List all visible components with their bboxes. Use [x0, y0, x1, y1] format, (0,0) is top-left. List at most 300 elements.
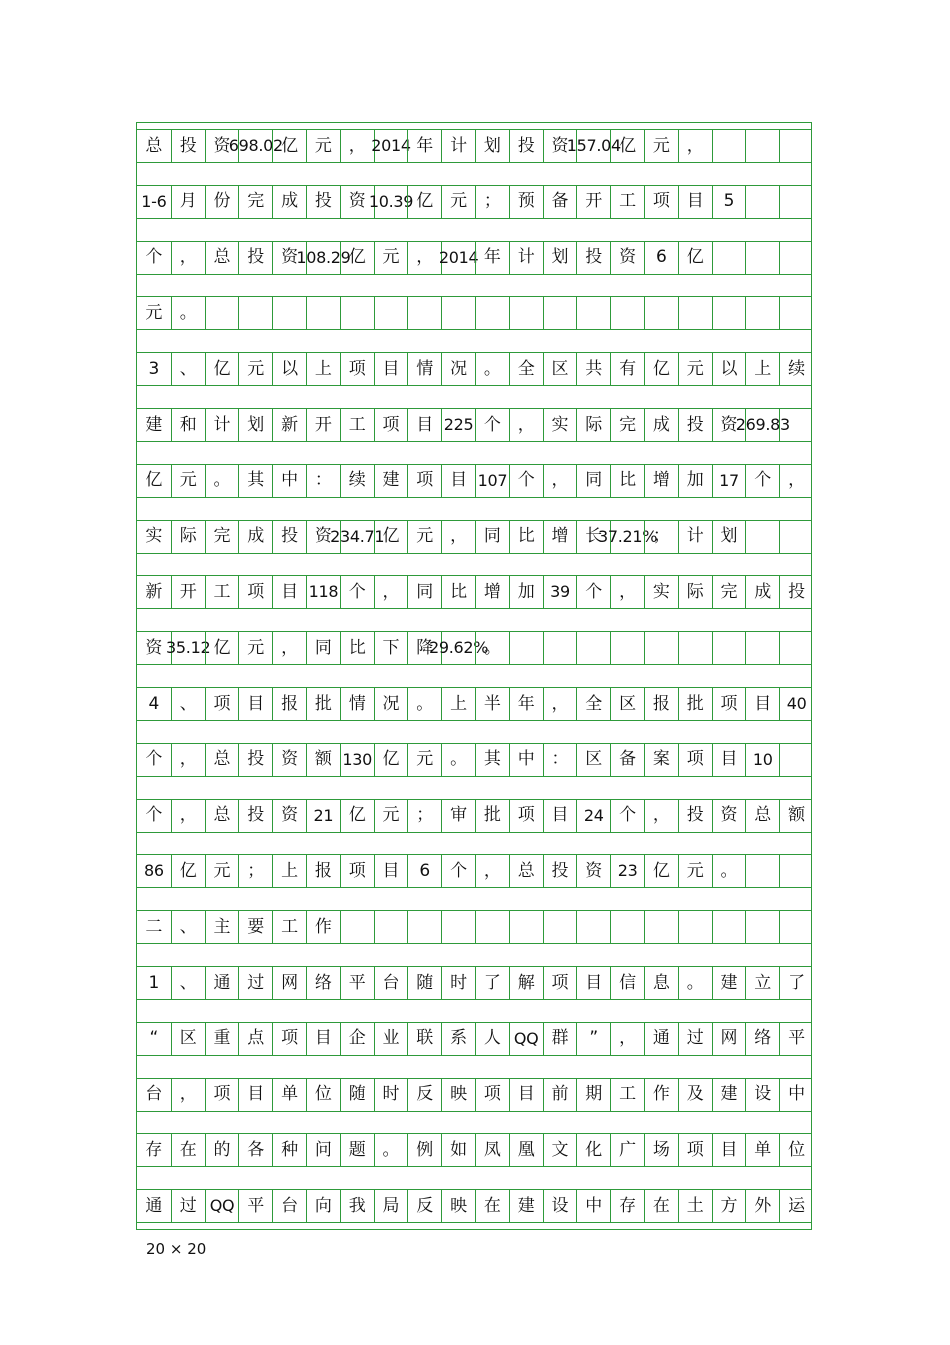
grid-cell — [543, 1079, 577, 1111]
cell-text: 批 — [483, 805, 501, 826]
cell-text: 投 — [281, 526, 299, 547]
cell-text: 企 — [348, 1028, 366, 1049]
grid-cell — [407, 855, 441, 887]
grid-row — [137, 296, 811, 330]
cell-text: 系 — [450, 1028, 468, 1049]
grid-cell — [171, 1023, 205, 1055]
grid-cell — [509, 1190, 543, 1222]
cell-text: 新 — [281, 414, 299, 435]
cell-text: 成 — [247, 526, 265, 547]
grid-cell — [306, 409, 340, 441]
grid-cell — [137, 409, 171, 441]
grid-cell — [678, 855, 712, 887]
cell-text: 1 — [148, 972, 160, 993]
cell-text: 建 — [145, 414, 163, 435]
cell-text: 投 — [686, 414, 704, 435]
grid-cell — [644, 967, 678, 999]
grid-row — [137, 966, 811, 1000]
cell-text: 划 — [247, 414, 265, 435]
cell-text: 个 — [450, 860, 468, 881]
cell-text: 及 — [686, 1084, 704, 1105]
cell-text: 在 — [652, 1195, 670, 1216]
grid-cell — [171, 186, 205, 218]
grid-cell — [306, 130, 340, 162]
cell-text: 案 — [652, 749, 670, 770]
grid-row — [137, 1189, 811, 1223]
cell-text: 区 — [585, 749, 603, 770]
cell-text: 21 — [313, 805, 334, 825]
cell-text: 二 — [145, 916, 163, 937]
cell-text: 凰 — [517, 1139, 535, 1160]
grid-cell — [779, 632, 813, 664]
grid-cell — [678, 186, 712, 218]
grid-cell — [137, 1134, 171, 1166]
cell-text: 上 — [314, 358, 332, 379]
grid-cell — [340, 855, 374, 887]
grid-cell — [340, 1134, 374, 1166]
cell-text: 投 — [247, 247, 265, 268]
grid-cell — [306, 186, 340, 218]
cell-text: ， — [179, 1084, 197, 1105]
cell-text: ， — [686, 135, 704, 156]
cell-text: 随 — [348, 1084, 366, 1105]
cell-text: 台 — [382, 972, 400, 993]
cell-text: 亿 — [619, 135, 637, 156]
cell-text: ” — [589, 1028, 599, 1049]
grid-cell — [306, 855, 340, 887]
cell-text: 资 — [145, 637, 163, 658]
grid-cell — [272, 1023, 306, 1055]
grid-cell — [340, 1190, 374, 1222]
grid-cell — [644, 242, 678, 274]
grid-cell — [272, 688, 306, 720]
cell-text: 比 — [348, 637, 366, 658]
grid-cell — [475, 800, 509, 832]
cell-text: 总 — [213, 749, 231, 770]
grid-cell — [779, 688, 813, 720]
grid-cell — [475, 744, 509, 776]
grid-cell — [509, 632, 543, 664]
cell-text: 完 — [213, 526, 231, 547]
cell-text: 元 — [416, 749, 434, 770]
cell-text: 亿 — [382, 749, 400, 770]
grid-cell — [678, 911, 712, 943]
grid-cell — [272, 855, 306, 887]
grid-cell — [306, 688, 340, 720]
cell-text: 建 — [720, 972, 738, 993]
grid-cell — [712, 1079, 746, 1111]
grid-cell — [340, 744, 374, 776]
grid-cell — [371, 130, 411, 162]
cell-text: 月 — [179, 191, 197, 212]
grid-cell — [543, 409, 577, 441]
grid-cell — [644, 465, 678, 497]
grid-cell — [509, 353, 543, 385]
grid-cell — [272, 576, 306, 608]
cell-text: 107 — [477, 470, 508, 490]
grid-cell — [374, 800, 408, 832]
cell-text: ， — [788, 470, 806, 491]
cell-text: 设 — [754, 1084, 772, 1105]
cell-text: 广 — [619, 1139, 637, 1160]
grid-cell — [441, 1079, 475, 1111]
cell-text: 增 — [483, 581, 501, 602]
cell-text: 比 — [450, 581, 468, 602]
cell-text: 作 — [314, 916, 332, 937]
cell-text: 。 — [179, 302, 197, 323]
cell-text: 投 — [247, 805, 265, 826]
grid-cell — [340, 688, 374, 720]
cell-text: 项 — [281, 1028, 299, 1049]
cell-text: 台 — [281, 1195, 299, 1216]
grid-cell — [475, 465, 509, 497]
grid-cell — [272, 186, 306, 218]
grid-cell — [779, 855, 813, 887]
cell-text: 要 — [247, 916, 265, 937]
cell-text: ， — [179, 749, 197, 770]
grid-cell — [779, 744, 813, 776]
grid-cell — [475, 688, 509, 720]
cell-text: 运 — [788, 1195, 806, 1216]
grid-cell — [374, 242, 408, 274]
grid-cell — [543, 242, 577, 274]
grid-cell — [509, 855, 543, 887]
grid-cell — [340, 1023, 374, 1055]
cell-text: 情 — [348, 693, 366, 714]
grid-cell — [340, 242, 374, 274]
grid-cell — [475, 911, 509, 943]
grid-cell — [644, 744, 678, 776]
grid-cell — [238, 855, 272, 887]
grid-cell — [678, 576, 712, 608]
grid-cell — [340, 465, 374, 497]
grid-cell — [576, 576, 610, 608]
cell-text: 设 — [551, 1195, 569, 1216]
cell-text: 698.02 — [228, 136, 283, 155]
cell-text: 39 — [550, 582, 570, 602]
cell-text: 元 — [213, 860, 231, 881]
grid-cell — [712, 967, 746, 999]
grid-cell — [610, 353, 644, 385]
grid-cell — [576, 1079, 610, 1111]
cell-text: 目 — [281, 581, 299, 602]
grid-cell — [576, 1134, 610, 1166]
grid-cell — [543, 911, 577, 943]
cell-text: 目 — [754, 693, 772, 714]
cell-text: 项 — [517, 805, 535, 826]
grid-cell — [306, 1023, 340, 1055]
grid-cell — [576, 465, 610, 497]
grid-cell — [205, 297, 239, 329]
cell-text: 年 — [517, 693, 535, 714]
grid-cell — [374, 576, 408, 608]
grid-cell — [272, 632, 306, 664]
cell-text: 群 — [551, 1028, 569, 1049]
grid-cell — [644, 186, 678, 218]
grid-cell — [745, 242, 779, 274]
grid-cell — [644, 1190, 678, 1222]
grid-cell — [712, 297, 746, 329]
grid-row — [137, 520, 811, 554]
cell-text: 时 — [450, 972, 468, 993]
cell-text: 存 — [145, 1139, 163, 1160]
grid-cell — [712, 1023, 746, 1055]
grid-cell — [509, 688, 543, 720]
cell-text: 单 — [281, 1084, 299, 1105]
cell-text: 亿 — [652, 860, 670, 881]
cell-text: 目 — [247, 1084, 265, 1105]
grid-cell — [745, 1023, 779, 1055]
cell-text: 个 — [145, 805, 163, 826]
cell-text: 。 — [382, 1139, 400, 1160]
grid-cell — [238, 1134, 272, 1166]
cell-text: 备 — [619, 749, 637, 770]
cell-text: 过 — [686, 1028, 704, 1049]
cell-text: 资 — [585, 860, 603, 881]
cell-text: 目 — [382, 358, 400, 379]
cell-text: 资 — [619, 247, 637, 268]
grid-cell — [644, 800, 678, 832]
grid-cell — [238, 521, 272, 553]
grid-cell — [543, 800, 577, 832]
grid-cell — [509, 409, 543, 441]
grid-cell — [441, 1190, 475, 1222]
cell-text: 年 — [483, 247, 501, 268]
grid-cell — [475, 409, 509, 441]
grid-cell — [712, 688, 746, 720]
cell-text: 和 — [179, 414, 197, 435]
grid-cell — [137, 353, 171, 385]
cell-text: 2014 — [371, 136, 411, 155]
grid-cell — [407, 576, 441, 608]
cell-text: 个 — [517, 470, 535, 491]
grid-cell — [644, 855, 678, 887]
cell-text: 1-6 — [141, 191, 167, 211]
cell-text: 络 — [754, 1028, 772, 1049]
grid-cell — [543, 688, 577, 720]
grid-cell — [644, 1079, 678, 1111]
cell-text: 6 — [655, 247, 667, 268]
grid-cell — [745, 688, 779, 720]
cell-text: 映 — [450, 1084, 468, 1105]
cell-text: 实 — [652, 581, 670, 602]
cell-text: ， — [551, 693, 569, 714]
cell-text: 过 — [247, 972, 265, 993]
cell-text: 存 — [619, 1195, 637, 1216]
cell-text: 资 — [281, 247, 299, 268]
cell-text: 建 — [720, 1084, 738, 1105]
manuscript-grid — [136, 122, 812, 1230]
grid-cell — [745, 353, 779, 385]
cell-text: 下 — [382, 637, 400, 658]
grid-cell — [644, 632, 678, 664]
cell-text: 备 — [551, 191, 569, 212]
cell-text: 计 — [517, 247, 535, 268]
grid-cell — [712, 1190, 746, 1222]
cell-text: 亿 — [686, 247, 704, 268]
grid-cell — [745, 855, 779, 887]
cell-text: ： — [314, 470, 332, 491]
cell-text: 加 — [686, 470, 704, 491]
grid-cell — [238, 688, 272, 720]
cell-text: 种 — [281, 1139, 299, 1160]
grid-cell — [543, 186, 577, 218]
cell-text: 如 — [450, 1139, 468, 1160]
cell-text: 建 — [382, 470, 400, 491]
cell-text: ； — [652, 526, 670, 547]
grid-cell — [407, 521, 441, 553]
grid-cell — [597, 521, 658, 553]
cell-text: 场 — [652, 1139, 670, 1160]
grid-cell — [306, 353, 340, 385]
grid-cell — [137, 855, 171, 887]
cell-text: 报 — [314, 860, 332, 881]
cell-text: 2014 — [438, 247, 479, 267]
cell-text: 业 — [382, 1028, 400, 1049]
grid-cell — [374, 353, 408, 385]
grid-cell — [330, 521, 385, 553]
grid-cell — [137, 744, 171, 776]
cell-text: “ — [149, 1028, 159, 1049]
grid-cell — [441, 353, 475, 385]
grid-cell — [441, 409, 475, 441]
cell-text: 计 — [450, 135, 468, 156]
cell-text: 、 — [179, 916, 197, 937]
grid-cell — [238, 911, 272, 943]
cell-text: 269.83 — [735, 415, 790, 434]
cell-text: 比 — [619, 470, 637, 491]
cell-text: 项 — [416, 470, 434, 491]
cell-text: 资 — [213, 135, 231, 156]
cell-text: 目 — [720, 749, 738, 770]
grid-cell — [712, 576, 746, 608]
grid-cell — [374, 1079, 408, 1111]
grid-cell — [475, 130, 509, 162]
cell-text: 期 — [585, 1084, 603, 1105]
grid-cell — [441, 1134, 475, 1166]
cell-text: 、 — [179, 693, 197, 714]
grid-cell — [509, 911, 543, 943]
grid-cell — [171, 1079, 205, 1111]
grid-cell — [610, 1079, 644, 1111]
grid-cell — [745, 744, 779, 776]
grid-cell — [610, 688, 644, 720]
grid-cell — [475, 576, 509, 608]
grid-cell — [137, 1079, 171, 1111]
grid-cell — [340, 911, 374, 943]
grid-cell — [576, 353, 610, 385]
cell-text: 在 — [179, 1139, 197, 1160]
cell-text: 个 — [483, 414, 501, 435]
grid-cell — [272, 911, 306, 943]
grid-cell — [374, 911, 408, 943]
grid-cell — [238, 967, 272, 999]
cell-text: 资 — [551, 135, 569, 156]
grid-cell — [610, 632, 644, 664]
cell-text: 130 — [342, 749, 373, 769]
grid-cell — [678, 521, 712, 553]
grid-cell — [712, 800, 746, 832]
grid-cell — [205, 242, 239, 274]
cell-text: 况 — [450, 358, 468, 379]
grid-cell — [441, 465, 475, 497]
cell-text: 亿 — [179, 860, 197, 881]
grid-cell — [137, 521, 171, 553]
grid-cell — [340, 576, 374, 608]
cell-text: 目 — [551, 805, 569, 826]
cell-text: 中 — [585, 1195, 603, 1216]
cell-text: 资 — [348, 191, 366, 212]
grid-cell — [543, 521, 577, 553]
cell-text: 报 — [652, 693, 670, 714]
cell-text: 网 — [720, 1028, 738, 1049]
grid-cell — [475, 353, 509, 385]
cell-text: 开 — [314, 414, 332, 435]
cell-text: 随 — [416, 972, 434, 993]
cell-text: QQ — [513, 1028, 539, 1048]
cell-text: 份 — [213, 191, 231, 212]
grid-cell — [678, 353, 712, 385]
grid-cell — [576, 744, 610, 776]
grid-cell — [272, 1079, 306, 1111]
cell-text: 加 — [517, 581, 535, 602]
grid-cell — [171, 800, 205, 832]
cell-text: 通 — [213, 972, 231, 993]
grid-cell — [407, 353, 441, 385]
grid-cell — [566, 130, 621, 162]
cell-text: 工 — [213, 581, 231, 602]
grid-row — [137, 129, 811, 163]
cell-text: 人 — [483, 1028, 501, 1049]
cell-text: ， — [416, 247, 434, 268]
grid-cell — [543, 1190, 577, 1222]
cell-text: 实 — [551, 414, 569, 435]
cell-text: 目 — [686, 191, 704, 212]
cell-text: ， — [382, 581, 400, 602]
cell-text: 资 — [281, 805, 299, 826]
cell-text: 完 — [619, 414, 637, 435]
cell-text: 计 — [213, 414, 231, 435]
grid-cell — [644, 130, 678, 162]
grid-cell — [340, 800, 374, 832]
grid-cell — [441, 186, 475, 218]
cell-text: 投 — [247, 749, 265, 770]
cell-text: 个 — [145, 749, 163, 770]
grid-cell — [137, 130, 171, 162]
cell-text: 目 — [382, 860, 400, 881]
cell-text: 资 — [720, 805, 738, 826]
cell-text: 区 — [619, 693, 637, 714]
grid-cell — [509, 242, 543, 274]
grid-cell — [407, 1134, 441, 1166]
grid-cell — [745, 632, 779, 664]
cell-text: 题 — [348, 1139, 366, 1160]
cell-text: 亿 — [213, 637, 231, 658]
grid-cell — [779, 1079, 813, 1111]
cell-text: 半 — [483, 693, 501, 714]
grid-cell — [272, 353, 306, 385]
cell-text: 区 — [551, 358, 569, 379]
grid-cell — [644, 576, 678, 608]
cell-text: 亿 — [348, 247, 366, 268]
grid-cell — [543, 1023, 577, 1055]
grid-cell — [610, 800, 644, 832]
cell-text: 元 — [652, 135, 670, 156]
grid-cell — [779, 1190, 813, 1222]
grid-cell — [509, 297, 543, 329]
grid-cell — [272, 1190, 306, 1222]
grid-cell — [475, 1023, 509, 1055]
